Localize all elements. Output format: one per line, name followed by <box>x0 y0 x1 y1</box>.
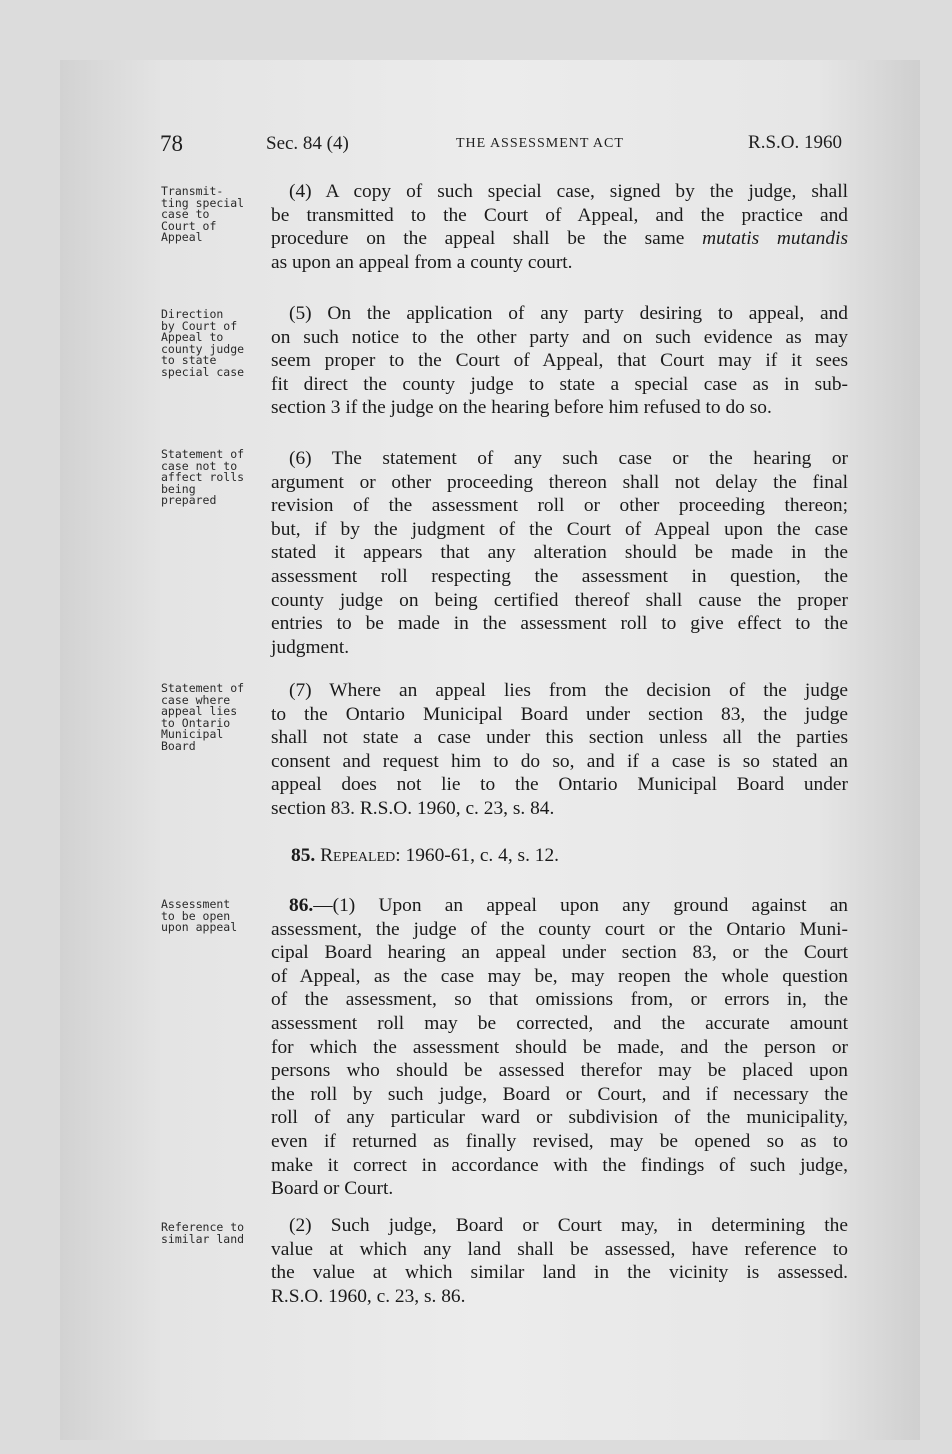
text-line: value at which any land shall be assessed, have reference to <box>271 1238 848 1260</box>
text-line: assessment roll respecting the assessment in question, the <box>271 565 848 587</box>
text-line: of Appeal, as the case may be, may reopen the whole question <box>271 965 848 987</box>
page-header <box>160 131 850 161</box>
text-line: for which the assessment should be made, and the person or <box>271 1036 848 1058</box>
sidenote-line: ting special <box>161 195 245 210</box>
text-line: (5) On the application of any party desiring to appeal, and <box>289 303 848 324</box>
text-line: roll of any particular ward or subdivision of the municipality, <box>271 1107 848 1129</box>
sidenote-line: Appeal to <box>161 330 224 345</box>
text-line: 86.—(1) Upon an appeal upon any ground against an <box>289 895 848 916</box>
sidenote-line: by Court of <box>161 318 238 333</box>
text-line: argument or other proceeding thereon shall not delay the final <box>271 471 848 493</box>
sidenote-line: Board <box>161 738 196 753</box>
sidenote-line: county judge <box>161 341 245 356</box>
text-line: cipal Board hearing an appeal under section 83, or the Court <box>271 942 848 964</box>
text-line: persons who should be assessed therefor may be placed upon <box>271 1060 848 1082</box>
text-line: consent and request him to do so, and if a case is so stated an <box>271 750 848 772</box>
text-line: R.S.O. 1960, c. 23, s. 86. <box>271 1285 466 1307</box>
sidenote-line: to Ontario <box>161 715 231 730</box>
text-line: seem proper to the Court of Appeal, that Court may if it sees <box>271 350 848 372</box>
text-line: even if returned as finally revised, may be opened so as to <box>271 1130 848 1152</box>
text-line: be transmitted to the Court of Appeal, and the practice and <box>271 204 848 226</box>
paragraph-subsection-6 <box>271 447 848 659</box>
statute-revision: R.S.O. 1960 <box>748 132 842 153</box>
latin-phrase: mutatis mutandis <box>702 228 848 250</box>
text-line: the value at which similar land in the vicinity is assessed. <box>271 1262 848 1284</box>
text-line: make it correct in accordance with the findings of such judge, <box>271 1154 848 1176</box>
text-line: section 3 if the judge on the hearing before him refused to do so. <box>271 397 772 419</box>
sidenote-line: affect rolls <box>161 470 245 485</box>
sidenote-line: case where <box>161 692 231 707</box>
sidenote-similar-land <box>161 1222 271 1245</box>
text-line: (2) Such judge, Board or Court may, in determining the <box>289 1215 848 1236</box>
text-line: as upon an appeal from a county court. <box>271 251 573 273</box>
sidenote-line: being <box>161 481 196 496</box>
sidenote-line: Transmit- <box>161 184 224 198</box>
sidenote-direction <box>161 309 271 379</box>
sidenote-line: Municipal <box>161 727 224 742</box>
text-line: assessment, the judge of the county court or the Ontario Muni- <box>271 918 848 940</box>
text-line: procedure on the appeal shall be the same mutatis mutandis <box>271 228 848 250</box>
text-line: (4) A copy of such special case, signed by the judge, shall <box>289 181 848 202</box>
paragraph-subsection-5 <box>271 302 848 420</box>
sidenote-line: case to <box>161 207 210 222</box>
text-line: Board or Court. <box>271 1178 394 1200</box>
paragraph-subsection-4 <box>271 180 848 274</box>
sidenote-line: special case <box>161 364 245 379</box>
sidenote-line: upon appeal <box>161 920 238 935</box>
sidenote-line: Statement of <box>161 447 245 461</box>
text-line: (7) Where an appeal lies from the decision of the judge <box>289 680 848 701</box>
text-line: (6) The statement of any such case or the hearing or <box>289 448 848 469</box>
text-line: fit direct the county judge to state a special case as in sub- <box>271 373 848 395</box>
text-line: revision of the assessment roll or other proceeding thereon; <box>271 495 848 517</box>
sidenote-line: Statement of <box>161 681 245 695</box>
sidenote-transmitting <box>161 186 271 244</box>
sidenote-statement-rolls <box>161 449 271 507</box>
repeal-citation: : 1960-61, c. 4, s. 12. <box>395 845 559 866</box>
text-line: section 83. R.S.O. 1960, c. 23, s. 84. <box>271 797 555 819</box>
sidenote-line: Direction <box>161 307 224 321</box>
text-line: to the Ontario Municipal Board under section 83, the judge <box>271 703 848 725</box>
sidenote-line: case not to <box>161 458 238 473</box>
text-line: shall not state a case under this section unless all the parties <box>271 727 848 749</box>
section-number: 85. <box>291 845 316 866</box>
sidenote-line: similar land <box>161 1231 245 1246</box>
section-number: 86. <box>289 895 314 916</box>
sidenote-line: Reference to <box>161 1220 245 1234</box>
text-line: appeal does not lie to the Ontario Municipal Board under <box>271 774 848 796</box>
text-line: of the assessment, so that omissions from, or errors in, the <box>271 989 848 1011</box>
sidenote-line: Appeal <box>161 230 203 245</box>
paragraph-subsection-7 <box>271 679 848 821</box>
act-title: THE ASSESSMENT ACT <box>456 136 624 151</box>
text-line: on such notice to the other party and on such evidence as may <box>271 326 848 348</box>
sidenote-line: appeal lies <box>161 704 238 719</box>
text-line: assessment roll may be corrected, and the accurate amount <box>271 1012 848 1034</box>
sidenote-assessment-open <box>161 899 271 934</box>
text-line: judgment. <box>271 636 350 658</box>
paragraph-section-86-1 <box>271 894 848 1201</box>
text-line: the roll by such judge, Board or Court, and if necessary the <box>271 1083 848 1105</box>
text-line: entries to be made in the assessment roll to give effect to the <box>271 613 848 635</box>
text-line: county judge on being certified thereof shall cause the proper <box>271 589 848 611</box>
section-85-repealed <box>291 845 559 867</box>
sidenote-line: Assessment <box>161 897 231 911</box>
sidenote-line: to be open <box>161 908 231 923</box>
section-reference: Sec. 84 (4) <box>266 133 349 154</box>
sidenote-line: Court of <box>161 218 217 233</box>
sidenote-statement-board <box>161 683 271 753</box>
page-number: 78 <box>160 131 183 156</box>
sidenote-line: to state <box>161 353 217 368</box>
text-line: stated it appears that any alteration should be made in the <box>271 542 848 564</box>
repealed-label: Repealed <box>320 845 396 866</box>
text-line: but, if by the judgment of the Court of Appeal upon the case <box>271 518 848 540</box>
paragraph-section-86-2 <box>271 1214 848 1308</box>
sidenote-line: prepared <box>161 493 217 508</box>
